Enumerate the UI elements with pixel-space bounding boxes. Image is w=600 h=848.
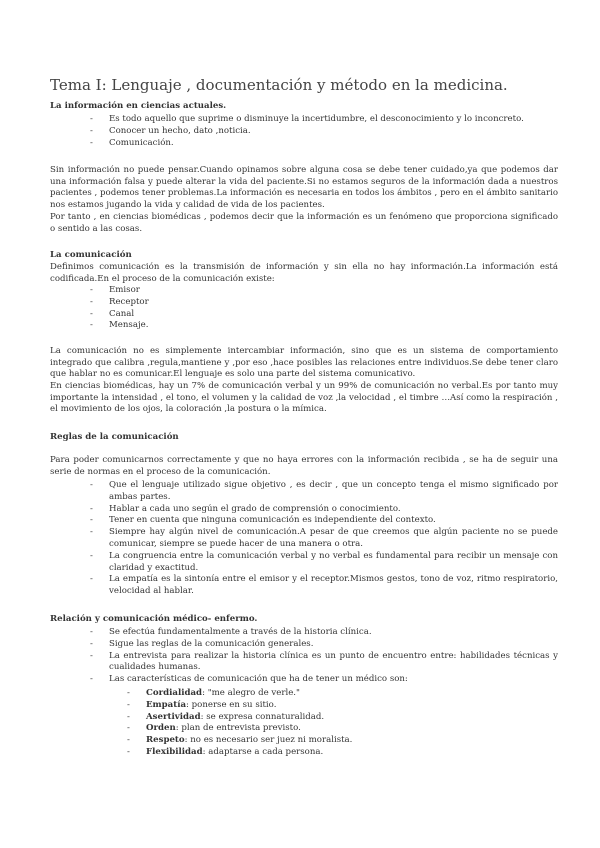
paragraph: Por tanto , en ciencias biomédicas , podemos decir que la información es un fenómeno que proporciona significado o sentido a las cosas.	[50, 212, 558, 234]
bullet-dash: -	[90, 674, 93, 685]
list-item: - Tener en cuenta que ninguna comunicación es independiente del contexto.	[90, 515, 436, 526]
list-item: - Flexibilidad: adaptarse a cada persona.	[127, 746, 324, 757]
list-item: - La empatía es la sintonía entre el emisor y el receptor.Mismos gestos, tono de voz, ritmo respiratorio, velocidad al hablar.	[90, 574, 558, 597]
heading-comunicacion: La comunicación	[50, 250, 132, 260]
list-item: - Se efectúa fundamentalmente a través de la historia clínica.	[90, 627, 372, 637]
list-item: - Orden: plan de entrevista previsto.	[127, 723, 301, 734]
bullet-dash: -	[90, 650, 93, 661]
bullet-dash: -	[90, 296, 93, 307]
list-item: - Receptor	[90, 296, 149, 307]
heading-informacion: La información en ciencias actuales.	[50, 101, 227, 111]
list-item: - Canal	[90, 308, 135, 319]
list-item: - La entrevista para realizar la historia clínica es un punto de encuentro entre: habilidades técnicas y cualidades humanas.	[90, 650, 558, 673]
bullet-dash: -	[90, 527, 93, 538]
list-relacion	[90, 627, 558, 686]
term: Cordialidad	[146, 688, 203, 698]
list-item: - Cordialidad: "me alegro de verle."	[127, 688, 300, 698]
paragraph: En ciencias biomédicas, hay un 7% de comunicación verbal y un 99% de comunicación no verbal.Es por tanto muy importante la intensidad , el tono, el volumen y la calidad de voz ,la velocidad , el timbre …Así como la respiración , el movimiento de los ojos, la coloración ,la postura o la mímica.	[50, 381, 558, 415]
bullet-dash: -	[127, 735, 130, 746]
paragraph: La comunicación no es simplemente intercambiar información, sino que es un sistema de comportamiento integrado que calibra ,regula,mantiene y ,por eso ,hace posibles las relaciones entre individuos.Se debe tener claro que hablar no es comunicar.El lenguaje es solo una parte del sistema comunicativo.	[50, 346, 558, 380]
bullet-dash: -	[90, 285, 93, 295]
list-item: - Emisor	[90, 285, 140, 295]
paragraph: Sin información no puede pensar.Cuando opinamos sobre alguna cosa se debe tener cuidado,ya que podemos dar una información falsa y puede alterar la vida del paciente.Si no estamos seguros de la información dada a nuestros pacientes , podemos tener problemas.La información es necesaria en todos los ámbitos , pero en el ámbito sanitario nos estamos jugando la vida y calidad de vida de los pacientes.	[50, 165, 558, 210]
paragraph: Para poder comunicarnos correctamente y que no haya errores con la información recibida , se ha de seguir una serie de normas en el proceso de la comunicación.	[50, 455, 558, 477]
list-item: - Que el lenguaje utilizado sigue objetivo , es decir , que un concepto tenga el mismo significado por ambas partes.	[90, 480, 558, 502]
heading-reglas: Reglas de la comunicación	[50, 432, 179, 442]
list-caracteristicas	[127, 688, 558, 759]
bullet-dash: -	[127, 688, 130, 698]
bullet-dash: -	[127, 746, 130, 757]
bullet-dash: -	[127, 699, 130, 710]
list-item: - La congruencia entre la comunicación verbal y no verbal es fundamental para recibir un mensaje con claridad y exactitud.	[90, 550, 558, 573]
list-item: - Es todo aquello que suprime o disminuye la incertidumbre, el desconocimiento y lo inconcreto.	[90, 114, 524, 124]
bullet-dash: -	[127, 723, 130, 734]
bullet-dash: -	[90, 638, 93, 649]
list-item: - Mensaje.	[90, 320, 149, 331]
list-item: - Siempre hay algún nivel de comunicación.A pesar de que creemos que algún paciente no se puede comunicar, siempre se puede hacer de una manera o otra.	[90, 527, 558, 549]
bullet-dash: -	[127, 711, 130, 722]
bullet-dash: -	[90, 114, 93, 124]
page-title: Tema I: Lenguaje , documentación y método en la medicina.	[50, 76, 508, 94]
bullet-dash: -	[90, 137, 93, 148]
term: Respeto	[146, 735, 185, 746]
heading-relacion: Relación y comunicación médico- enfermo.	[50, 614, 258, 624]
bullet-dash: -	[90, 515, 93, 526]
term: Asertividad	[146, 711, 201, 722]
list-item: - Hablar a cada uno según el grado de comprensión o conocimiento.	[90, 503, 401, 514]
term: Orden	[146, 723, 176, 734]
list-informacion	[90, 114, 558, 149]
bullet-dash: -	[90, 550, 93, 561]
term: Flexibilidad	[146, 746, 203, 757]
list-item: - Empatía: ponerse en su sitio.	[127, 699, 277, 710]
list-item: - Asertividad: se expresa connaturalidad.	[127, 711, 325, 722]
bullet-dash: -	[90, 125, 93, 136]
list-item: - Respeto: no es necesario ser juez ni moralista.	[127, 735, 353, 746]
bullet-dash: -	[90, 320, 93, 331]
list-item: - Conocer un hecho, dato ,noticia.	[90, 125, 251, 136]
term: Empatía	[146, 699, 187, 710]
list-item: - Comunicación.	[90, 137, 174, 148]
bullet-dash: -	[90, 308, 93, 319]
bullet-dash: -	[90, 574, 93, 585]
list-item: - Sigue las reglas de la comunicación generales.	[90, 638, 314, 649]
paragraph: Definimos comunicación es la transmisión de información y sin ella no hay información.La información está codificada.En el proceso de la comunicación existe:	[50, 262, 558, 284]
list-elementos-comunicacion	[90, 285, 558, 332]
list-reglas	[90, 480, 558, 598]
list-item: - Las características de comunicación que ha de tener un médico son:	[90, 674, 408, 685]
bullet-dash: -	[90, 627, 93, 637]
bullet-dash: -	[90, 480, 93, 490]
bullet-dash: -	[90, 503, 93, 514]
